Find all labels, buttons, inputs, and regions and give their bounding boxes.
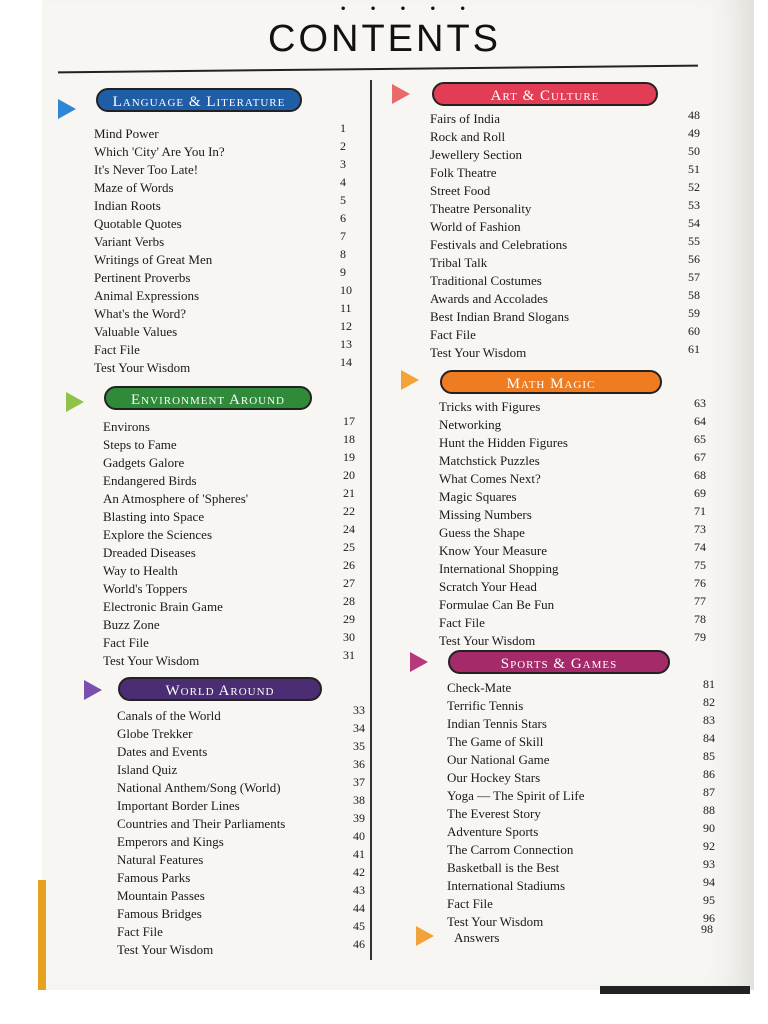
toc-item-title: Buzz Zone: [103, 617, 160, 632]
toc-item-page: 36: [353, 757, 365, 771]
toc-item: [430, 146, 706, 164]
toc-item: [439, 560, 707, 578]
toc-item-title: Countries and Their Parliaments: [117, 816, 286, 831]
toc-item-page: 44: [353, 901, 365, 915]
toc-item: [94, 121, 356, 143]
toc-item-title: Fact File: [439, 615, 485, 630]
toc-item-title: Dates and Events: [117, 744, 208, 759]
toc-item-page: 21: [343, 486, 355, 500]
toc-item-title: Check-Mate: [447, 680, 512, 695]
toc-item-title: Our National Game: [447, 752, 550, 767]
toc-item-title: Steps to Fame: [103, 437, 177, 452]
toc-item: [117, 757, 371, 779]
toc-item-title: Rock and Roll: [430, 129, 506, 144]
toc-item: [439, 416, 707, 434]
toc-item: [94, 283, 356, 305]
toc-item: [103, 504, 363, 526]
toc-item-page: 22: [343, 504, 355, 518]
toc-item-page: 63: [694, 396, 706, 410]
toc-item-title: Gadgets Galore: [103, 455, 185, 470]
toc-item-page: 83: [703, 713, 715, 727]
toc-item-page: 9: [340, 265, 346, 279]
section-list-math: [439, 398, 707, 650]
toc-item: [94, 193, 356, 215]
toc-item: [103, 612, 363, 634]
toc-item-page: 30: [343, 630, 355, 644]
toc-item: [94, 175, 356, 197]
toc-item-page: 24: [343, 522, 355, 536]
toc-item: [94, 301, 356, 323]
toc-item-page: 90: [703, 821, 715, 835]
toc-item: [447, 805, 713, 823]
toc-item: [94, 157, 356, 179]
toc-item-title: World of Fashion: [430, 219, 521, 234]
toc-item: [447, 859, 713, 877]
toc-item-page: 43: [353, 883, 365, 897]
toc-item: [430, 290, 706, 308]
toc-item-page: 95: [703, 893, 715, 907]
toc-item: [439, 578, 707, 596]
toc-item-title: Folk Theatre: [430, 165, 497, 180]
toc-item-page: 13: [340, 337, 352, 351]
toc-item: [94, 265, 356, 287]
toc-item: [117, 901, 371, 923]
toc-item: [117, 703, 371, 725]
toc-item-page: 20: [343, 468, 355, 482]
toc-item-page: 27: [343, 576, 355, 590]
toc-item-title: Festivals and Celebrations: [430, 237, 568, 252]
toc-item-title: The Game of Skill: [447, 734, 544, 749]
toc-item-title: Endangered Birds: [103, 473, 197, 488]
toc-item-page: 75: [694, 558, 706, 572]
toc-item-page: 35: [353, 739, 365, 753]
toc-item: [430, 128, 706, 146]
toc-item: [103, 414, 363, 436]
section-header-math: Math Magic: [440, 370, 662, 394]
toc-item: [439, 506, 707, 524]
toc-item-title: Test Your Wisdom: [117, 942, 214, 957]
toc-item-page: 78: [694, 612, 706, 626]
toc-item: [439, 542, 707, 560]
toc-item: [117, 883, 371, 905]
toc-item-page: 40: [353, 829, 365, 843]
toc-item-title: Street Food: [430, 183, 491, 198]
toc-item-title: It's Never Too Late!: [94, 162, 199, 177]
section-list-language: [94, 121, 356, 377]
toc-item-page: 73: [694, 522, 706, 536]
toc-item-title: Networking: [439, 417, 502, 432]
toc-item-title: Famous Bridges: [117, 906, 202, 921]
toc-item: [103, 432, 363, 454]
toc-item-page: 52: [688, 180, 700, 194]
toc-item-page: 85: [703, 749, 715, 763]
toc-item-page: 86: [703, 767, 715, 781]
toc-item: [447, 715, 713, 733]
toc-item-page: 2: [340, 139, 346, 153]
book-edge-left: [38, 880, 46, 990]
toc-item-page: 88: [703, 803, 715, 817]
toc-item: [103, 648, 363, 670]
toc-item-title: Test Your Wisdom: [94, 360, 191, 375]
toc-item: [103, 450, 363, 472]
toc-item-page: 14: [340, 355, 352, 369]
toc-item-page: 46: [353, 937, 365, 951]
toc-item: [447, 679, 713, 697]
toc-item: [94, 211, 356, 233]
toc-item-page: 65: [694, 432, 706, 446]
toc-item: [439, 524, 707, 542]
section-header-environment: Environment Around: [104, 386, 312, 410]
toc-item-title: Traditional Costumes: [430, 273, 542, 288]
toc-item-title: The Carrom Connection: [447, 842, 574, 857]
section-list-art: [430, 110, 706, 362]
book-edge-bottom: [600, 986, 750, 994]
toc-item-title: Way to Health: [103, 563, 178, 578]
toc-item-title: Electronic Brain Game: [103, 599, 223, 614]
toc-item-page: 29: [343, 612, 355, 626]
toc-item-page: 55: [688, 234, 700, 248]
toc-item: [117, 937, 371, 959]
toc-item-page: 33: [353, 703, 365, 717]
toc-item-title: Quotable Quotes: [94, 216, 182, 231]
toc-item-title: Terrific Tennis: [447, 698, 524, 713]
section-list-environment: [103, 414, 363, 670]
toc-item-page: 4: [340, 175, 346, 189]
toc-item-title: World's Toppers: [103, 581, 188, 596]
toc-item: [103, 594, 363, 616]
toc-item-page: 48: [688, 108, 700, 122]
toc-item-title: Test Your Wisdom: [447, 914, 544, 929]
toc-item: [94, 337, 356, 359]
toc-item-title: Test Your Wisdom: [103, 653, 200, 668]
toc-item: [117, 739, 371, 761]
toc-item-page: 42: [353, 865, 365, 879]
toc-item: [103, 522, 363, 544]
toc-item: [94, 355, 356, 377]
triangle-arrow-icon: [58, 99, 76, 119]
toc-item-title: Natural Features: [117, 852, 204, 867]
toc-item-title: Environs: [103, 419, 150, 434]
toc-item-page: 25: [343, 540, 355, 554]
toc-item-page: 57: [688, 270, 700, 284]
toc-item-title: Dreaded Diseases: [103, 545, 196, 560]
toc-item-page: 8: [340, 247, 346, 261]
toc-item-title: The Everest Story: [447, 806, 541, 821]
toc-item-title: Matchstick Puzzles: [439, 453, 540, 468]
toc-item: [117, 775, 371, 797]
toc-item: [94, 247, 356, 269]
answers-page: 98: [701, 922, 713, 936]
toc-item-page: 81: [703, 677, 715, 691]
toc-item-title: Fact File: [430, 327, 476, 342]
toc-item: [447, 769, 713, 787]
toc-item-page: 54: [688, 216, 700, 230]
toc-item: [430, 110, 706, 128]
toc-item-page: 76: [694, 576, 706, 590]
toc-item-page: 28: [343, 594, 355, 608]
toc-item: [447, 787, 713, 805]
toc-item: [430, 182, 706, 200]
toc-item: [430, 254, 706, 272]
toc-item-title: Canals of the World: [117, 708, 221, 723]
toc-item-title: Globe Trekker: [117, 726, 193, 741]
toc-item: [430, 272, 706, 290]
toc-item-page: 69: [694, 486, 706, 500]
toc-item-page: 11: [340, 301, 352, 315]
section-list-world: [117, 703, 371, 959]
toc-item-page: 1: [340, 121, 346, 135]
toc-item-title: Pertinent Proverbs: [94, 270, 191, 285]
toc-item-page: 12: [340, 319, 352, 333]
toc-item-title: Test Your Wisdom: [439, 633, 536, 648]
toc-item-title: Our Hockey Stars: [447, 770, 541, 785]
toc-item-title: Tribal Talk: [430, 255, 488, 270]
toc-item: [447, 697, 713, 715]
toc-item-page: 56: [688, 252, 700, 266]
toc-item: [439, 614, 707, 632]
toc-item: [103, 468, 363, 490]
toc-item-title: Variant Verbs: [94, 234, 165, 249]
toc-item-title: Hunt the Hidden Figures: [439, 435, 568, 450]
toc-item-title: Indian Roots: [94, 198, 161, 213]
toc-item-title: Guess the Shape: [439, 525, 525, 540]
toc-item-page: 67: [694, 450, 706, 464]
toc-item-title: Which 'City' Are You In?: [94, 144, 225, 159]
toc-item-title: Scratch Your Head: [439, 579, 537, 594]
toc-item-page: 58: [688, 288, 700, 302]
toc-item-title: Maze of Words: [94, 180, 174, 195]
toc-item-title: Tricks with Figures: [439, 399, 541, 414]
toc-item: [430, 218, 706, 236]
toc-item-page: 6: [340, 211, 346, 225]
toc-item-page: 53: [688, 198, 700, 212]
toc-item-title: Indian Tennis Stars: [447, 716, 547, 731]
toc-item: [117, 793, 371, 815]
toc-item-page: 7: [340, 229, 346, 243]
toc-item-page: 18: [343, 432, 355, 446]
toc-item: [447, 877, 713, 895]
header-dots: • • • • •: [340, 4, 476, 15]
toc-item: [439, 398, 707, 416]
toc-item-page: 37: [353, 775, 365, 789]
toc-item-title: What Comes Next?: [439, 471, 541, 486]
toc-item-page: 5: [340, 193, 346, 207]
toc-item-page: 17: [343, 414, 355, 428]
toc-item-title: International Stadiums: [447, 878, 566, 893]
toc-item: [103, 630, 363, 652]
toc-item-page: 61: [688, 342, 700, 356]
toc-item-title: Test Your Wisdom: [430, 345, 527, 360]
toc-item-page: 79: [694, 630, 706, 644]
toc-item-title: Blasting into Space: [103, 509, 205, 524]
toc-item: [439, 470, 707, 488]
toc-item: [117, 919, 371, 941]
toc-item: [117, 865, 371, 887]
toc-item: [430, 308, 706, 326]
toc-item: [117, 847, 371, 869]
toc-item: [439, 596, 707, 614]
toc-item-title: Island Quiz: [117, 762, 178, 777]
toc-item-title: Fact File: [117, 924, 163, 939]
triangle-arrow-icon: [84, 680, 102, 700]
toc-item-title: Missing Numbers: [439, 507, 532, 522]
toc-item-page: 96: [703, 911, 715, 925]
toc-item-title: Theatre Personality: [430, 201, 532, 216]
toc-item: [117, 811, 371, 833]
toc-item: [447, 841, 713, 859]
toc-item: [447, 913, 713, 931]
toc-item: [447, 895, 713, 913]
toc-item-page: 50: [688, 144, 700, 158]
toc-item-page: 51: [688, 162, 700, 176]
toc-item-title: Fairs of India: [430, 111, 501, 126]
triangle-arrow-icon: [410, 652, 428, 672]
toc-item-title: Jewellery Section: [430, 147, 523, 162]
toc-item-title: Valuable Values: [94, 324, 178, 339]
toc-item-page: 64: [694, 414, 706, 428]
toc-item-title: An Atmosphere of 'Spheres': [103, 491, 249, 506]
toc-item-page: 38: [353, 793, 365, 807]
triangle-arrow-icon: [401, 370, 419, 390]
toc-item-page: 10: [340, 283, 352, 297]
toc-item-title: Famous Parks: [117, 870, 191, 885]
toc-item-title: Formulae Can Be Fun: [439, 597, 555, 612]
section-header-world: World Around: [118, 677, 322, 701]
toc-item-title: Best Indian Brand Slogans: [430, 309, 570, 324]
toc-item-page: 34: [353, 721, 365, 735]
toc-item-title: Explore the Sciences: [103, 527, 213, 542]
toc-item-title: Yoga — The Spirit of Life: [447, 788, 585, 803]
toc-item-page: 82: [703, 695, 715, 709]
page-title: CONTENTS: [268, 18, 501, 60]
toc-item: [439, 452, 707, 470]
toc-item-page: 71: [694, 504, 706, 518]
toc-item-title: Important Border Lines: [117, 798, 240, 813]
toc-item-title: Know Your Measure: [439, 543, 547, 558]
toc-item: [103, 486, 363, 508]
toc-item-page: 84: [703, 731, 715, 745]
toc-item: [430, 344, 706, 362]
toc-item-page: 77: [694, 594, 706, 608]
section-header-language: Language & Literature: [96, 88, 302, 112]
answers-label: Answers: [454, 930, 500, 945]
triangle-arrow-icon: [416, 926, 434, 946]
toc-item-page: 74: [694, 540, 706, 554]
toc-item-title: Mind Power: [94, 126, 159, 141]
toc-item: [117, 721, 371, 743]
toc-item: [94, 319, 356, 341]
toc-item: [447, 751, 713, 769]
toc-item-title: What's the Word?: [94, 306, 187, 321]
toc-item: [430, 200, 706, 218]
toc-item-page: 39: [353, 811, 365, 825]
toc-item-page: 92: [703, 839, 715, 853]
toc-item: [430, 236, 706, 254]
toc-item: [447, 733, 713, 751]
toc-item-title: Mountain Passes: [117, 888, 205, 903]
toc-item-page: 49: [688, 126, 700, 140]
toc-item-page: 31: [343, 648, 355, 662]
toc-item-page: 19: [343, 450, 355, 464]
toc-item: [439, 434, 707, 452]
toc-item-page: 45: [353, 919, 365, 933]
section-list-sports: [447, 679, 713, 931]
toc-item: [94, 139, 356, 161]
toc-item-title: Fact File: [447, 896, 493, 911]
toc-item-page: 26: [343, 558, 355, 572]
toc-item-title: Animal Expressions: [94, 288, 200, 303]
toc-item: [117, 829, 371, 851]
toc-item-title: Adventure Sports: [447, 824, 539, 839]
toc-item-title: Emperors and Kings: [117, 834, 224, 849]
toc-item-page: 41: [353, 847, 365, 861]
toc-item: [439, 632, 707, 650]
toc-item-page: 93: [703, 857, 715, 871]
toc-item-page: 87: [703, 785, 715, 799]
toc-item-page: 94: [703, 875, 715, 889]
toc-item-page: 59: [688, 306, 700, 320]
toc-item: [430, 164, 706, 182]
toc-item-page: 60: [688, 324, 700, 338]
toc-item-title: Fact File: [103, 635, 149, 650]
toc-item-title: Fact File: [94, 342, 140, 357]
toc-item-title: National Anthem/Song (World): [117, 780, 281, 795]
toc-item-title: Basketball is the Best: [447, 860, 560, 875]
toc-item-title: International Shopping: [439, 561, 559, 576]
toc-item: [103, 558, 363, 580]
toc-item-title: Magic Squares: [439, 489, 517, 504]
toc-item: [447, 823, 713, 841]
triangle-arrow-icon: [392, 84, 410, 104]
toc-item-title: Writings of Great Men: [94, 252, 213, 267]
toc-item: [103, 540, 363, 562]
section-header-sports: Sports & Games: [448, 650, 670, 674]
toc-item-title: Awards and Accolades: [430, 291, 548, 306]
toc-item: [103, 576, 363, 598]
toc-item-page: 68: [694, 468, 706, 482]
toc-item: [94, 229, 356, 251]
triangle-arrow-icon: [66, 392, 84, 412]
toc-item-page: 3: [340, 157, 346, 171]
toc-item: [439, 488, 707, 506]
toc-item: [430, 326, 706, 344]
section-header-art: Art & Culture: [432, 82, 658, 106]
